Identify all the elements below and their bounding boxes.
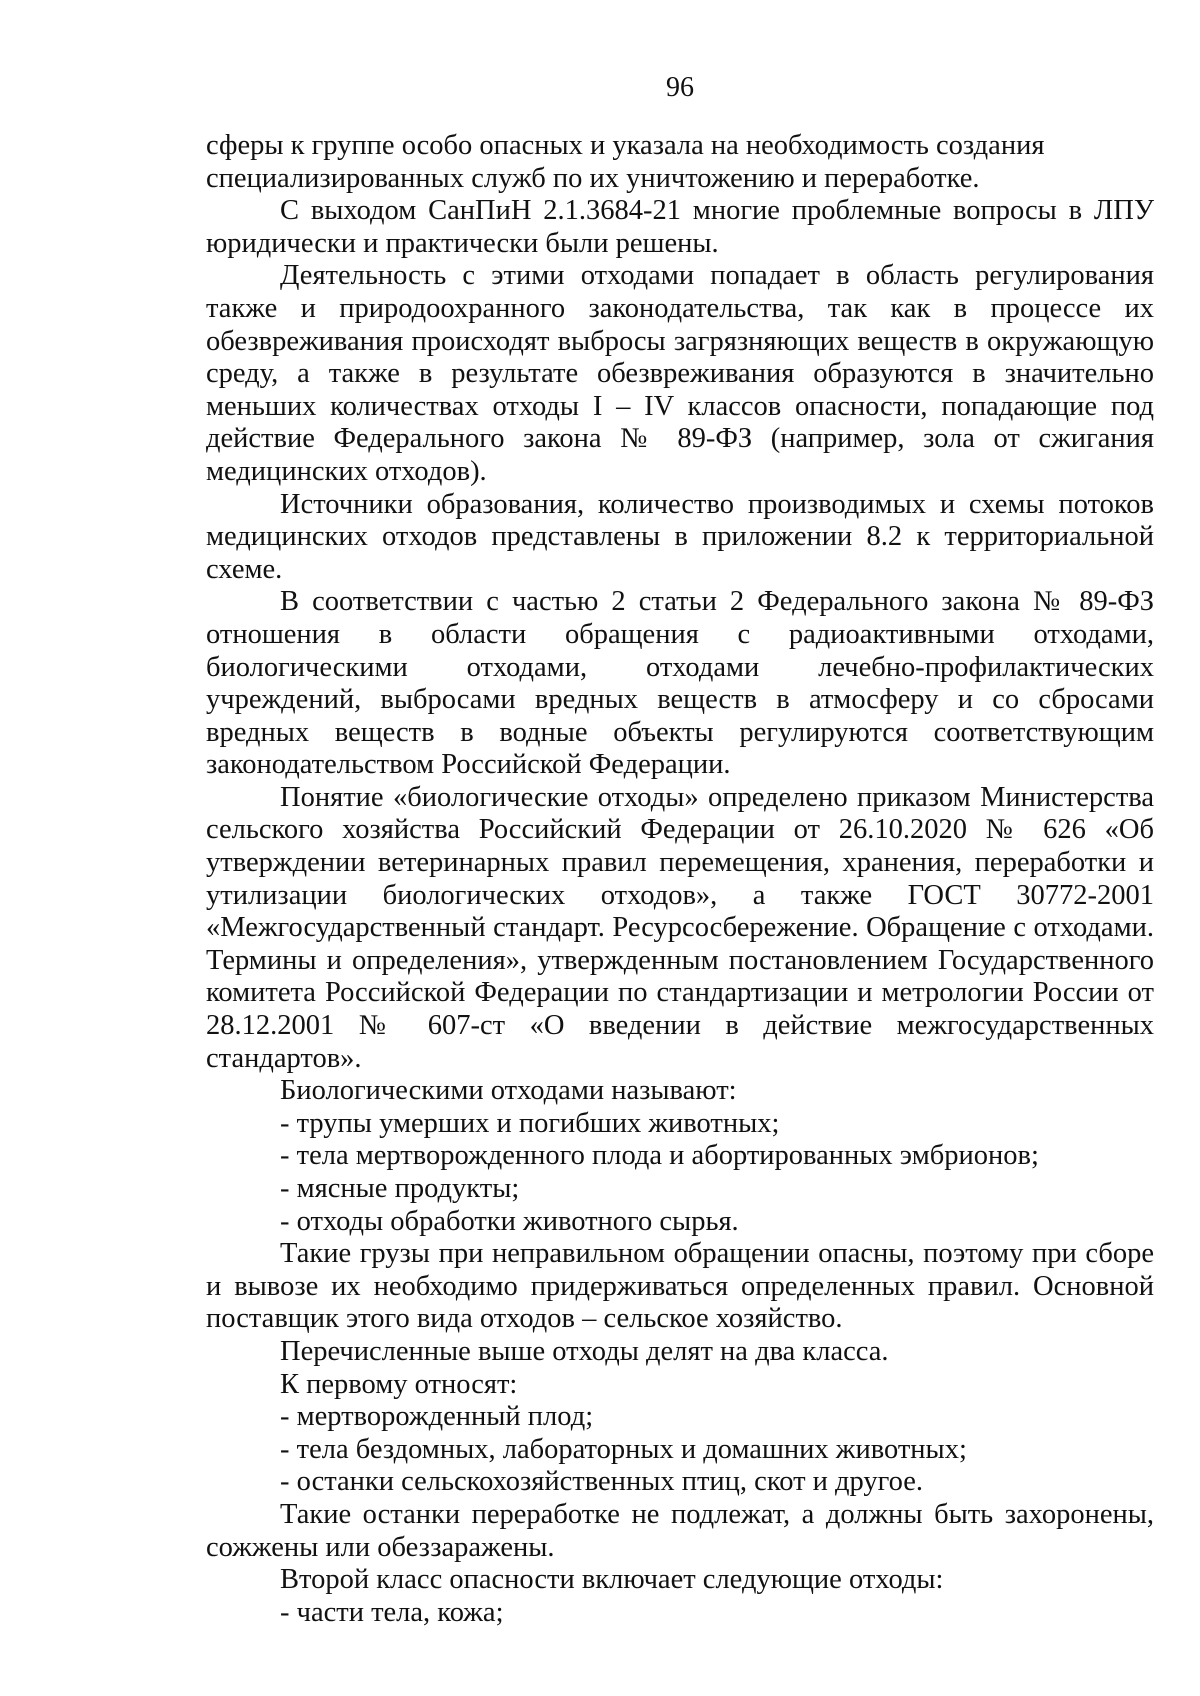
paragraph-two-classes: Перечисленные выше отходы делят на два класса. — [280, 1335, 889, 1367]
paragraph-disposal: Такие останки переработке не подлежат, а должны быть захоронены, сожжены или обеззаражены. — [206, 1498, 1154, 1563]
list-item: - трупы умерших и погибших животных; — [280, 1107, 780, 1139]
paragraph-biological-waste-definition: Понятие «биологические отходы» определено приказом Министерства сельского хозяйства Российский Федерации от 26.10.2020 № 626 «Об утверждении ветеринарных правил перемещения, хранения, переработки и утилизации биологических отходов», а также ГОСТ 30772-2001 «Межгосударственный стандарт. Ресурсосбережение. Обращение с отходами. Термины и определения», утвержденным постановлением Государственного комитета Российской Федерации по стандартизации и метрологии России от 28.12.2001 № 607-ст «О введении в действие межгосударственных стандартов». — [206, 781, 1154, 1074]
paragraph-federal-law: В соответствии с частью 2 статьи 2 Федерального закона № 89-ФЗ отношения в области обращения с радиоактивными отходами, биологическими отходами, отходами лечебно-профилактических учреждений, выбросами вредных веществ в атмосферу и со сбросами вредных веществ в водные объекты регулируются соответствующим законодательством Российской Федерации. — [206, 586, 1154, 781]
list-item: - тела мертворожденного плода и абортированных эмбрионов; — [280, 1140, 1039, 1172]
list-item: - части тела, кожа; — [280, 1596, 504, 1628]
list-item: - мертворожденный плод; — [280, 1401, 594, 1433]
paragraph-handling-rules: Такие грузы при неправильном обращении опасны, поэтому при сборе и вывозе их необходимо придерживаться определенных правил. Основной поставщик этого вида отходов – сельское хозяйство. — [206, 1238, 1154, 1335]
paragraph-sources: Источники образования, количество производимых и схемы потоков медицинских отходов представлены в приложении 8.2 к территориальной схеме. — [206, 488, 1154, 585]
list-heading-first-class: К первому относят: — [280, 1368, 518, 1400]
list-item: - мясные продукты; — [280, 1173, 520, 1204]
list-heading-biological-waste: Биологическими отходами называют: — [280, 1075, 737, 1107]
list-heading-second-class: Второй класс опасности включает следующие отходы: — [280, 1564, 944, 1596]
page-number: 96 — [666, 72, 694, 103]
paragraph-continuation: сферы к группе особо опасных и указала на необходимость создания специализированных служб по их уничтожению и переработке. — [206, 130, 1045, 194]
paragraph-sanpin: С выходом СанПиН 2.1.3684-21 многие проблемные вопросы в ЛПУ юридически и практически были решены. — [206, 195, 1154, 259]
list-item: - тела бездомных, лабораторных и домашних животных; — [280, 1433, 967, 1465]
document-body — [206, 130, 1154, 1629]
list-item: - останки сельскохозяйственных птиц, скот и другое. — [280, 1466, 924, 1498]
paragraph-environmental-law: Деятельность с этими отходами попадает в область регулирования также и природоохранного законодательства, так как в процессе их обезвреживания происходят выбросы загрязняющих веществ в окружающую среду, а также в результате обезвреживания образуются в значительно меньших количествах отходы I – IV классов опасности, попадающие под действие Федерального закона № 89-ФЗ (например, зола от сжигания медицинских отходов). — [206, 260, 1154, 487]
list-item: - отходы обработки животного сырья. — [280, 1205, 739, 1237]
